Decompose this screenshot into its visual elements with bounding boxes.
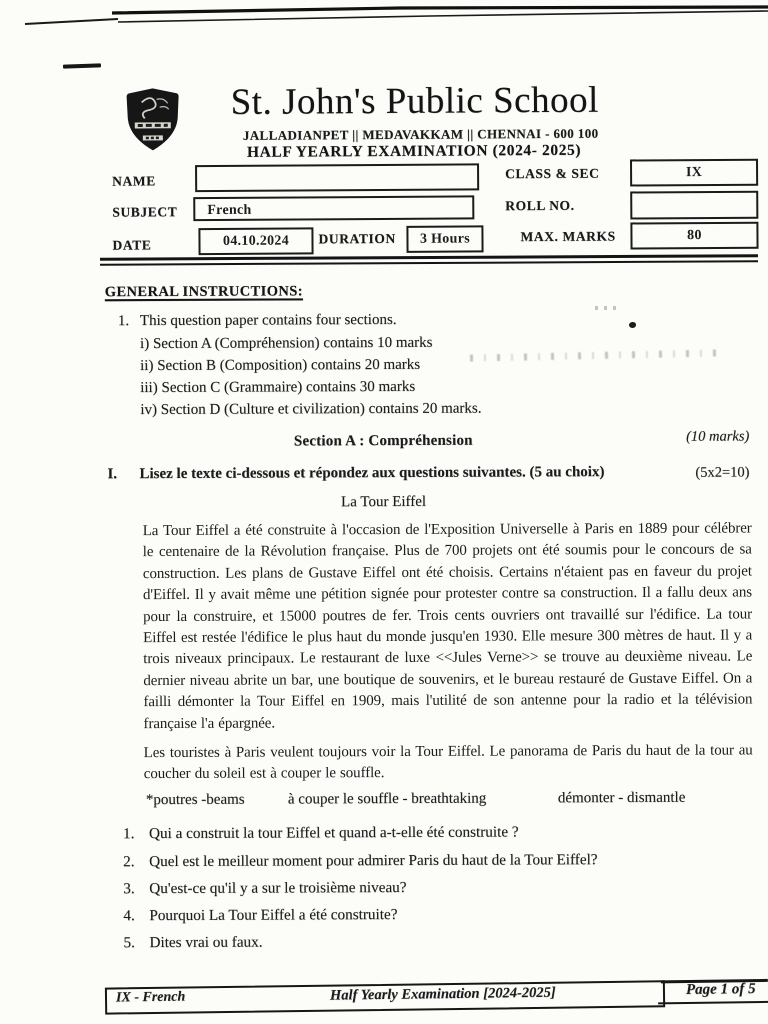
- duration-label: DURATION: [318, 230, 396, 247]
- footer-exam-name: Half Yearly Examination [2024-2025]: [329, 984, 556, 1004]
- page-footer: [0, 970, 768, 1024]
- question-instruction: Lisez le texte ci-dessous et répondez aux questions suivantes. (5 au choix): [139, 464, 605, 483]
- duration-value: 3 Hours: [419, 231, 470, 247]
- footer-page-number: Page 1 of 5: [685, 981, 756, 998]
- footer-class-subject: IX - French: [115, 989, 186, 1006]
- instruction-number: 1.: [117, 313, 130, 330]
- comprehension-question: [123, 822, 753, 843]
- section-a-title: Section A : Compréhension: [293, 432, 473, 450]
- passage-paragraph-2: Les touristes à Paris veulent toujours voir la Tour Eiffel. Le panorama de Paris du haut de la tour au coucher du soleil est à couper le souffle.: [143, 742, 753, 783]
- max-marks-value: 80: [687, 228, 702, 244]
- passage-paragraph-1: La Tour Eiffel a été construite à l'occasion de l'Exposition Universelle à Paris en 1889 pour célébrer le centenaire de la Révolution française. Plus de 700 projets ont été soumis pour le concours de sa construction. Les plans de Gustave Eiffel ont été choisis. Certains n'étaient pas en faveur du projet d'Eiffel. Il y avait même une pétition signée pour protester contre sa construction. Il a fallu deux ans pour la construire, et 15000 poutres de fer. Trois cents ouvriers ont travaillé sur l'édifice. La tour Eiffel est restée l'édifice le plus haut du monde jusqu'en 1930. Elle mesure 300 mètres de haut. Il y a trois niveaux principaux. Le restaurant de luxe <<Jules Verne>> se trouve au deuxième niveau. Le dernier niveau abrite un bar, une boutique de souvenirs, et le bureau restauré de Gustave Eiffel. On a failli démonter la Tour Eiffel en 1909, mais l'utilité de son antenne pour la radio et la télévision française l'a épargnée.: [142, 520, 753, 732]
- vocab-item: démonter - dismantle: [557, 789, 686, 807]
- class-sec-value: IX: [685, 165, 703, 181]
- question-text: Pourquoi La Tour Eiffel a été construite?: [149, 906, 398, 925]
- question-number: 1.: [122, 825, 135, 843]
- vocab-item: à couper le souffle - breathtaking: [287, 790, 487, 808]
- question-text: Qui a construit la tour Eiffel et quand a-t-elle été construite ?: [148, 823, 519, 843]
- question-number: 5.: [123, 934, 135, 952]
- question-text: Dites vrai ou faux.: [149, 933, 263, 952]
- question-text: Qu'est-ce qu'il y a sur le troisième niveau?: [149, 878, 407, 898]
- comprehension-question: [123, 877, 753, 898]
- instruction-sub-item: i) Section A (Compréhension) contains 10 marks: [139, 334, 433, 353]
- school-address: JALLADIANPET || MEDAVAKKAM || CHENNAI - 600 100: [242, 125, 599, 143]
- instruction-sub-item: iv) Section D (Culture et civilization) contains 20 marks.: [140, 400, 482, 419]
- comprehension-question: [123, 904, 753, 925]
- instruction-text: This question paper contains four sections.: [139, 311, 397, 330]
- instruction-sub-item: iii) Section C (Grammaire) contains 30 marks: [140, 378, 416, 397]
- date-label: DATE: [112, 237, 152, 253]
- max-marks-label: MAX. MARKS: [520, 228, 616, 245]
- comprehension-question: [123, 931, 753, 952]
- question-number: 2.: [123, 853, 135, 871]
- subject-label: SUBJECT: [112, 204, 178, 220]
- question-roman-numeral: I.: [107, 466, 118, 483]
- name-label: NAME: [112, 173, 156, 189]
- school-name: St. John's Public School: [230, 79, 599, 123]
- question-text: Quel est le meilleur moment pour admirer Paris du haut de la Tour Eiffel?: [149, 851, 598, 871]
- subject-value: French: [207, 202, 252, 219]
- footer-rule-bottom: [658, 1001, 768, 1004]
- question-number: 3.: [123, 880, 135, 898]
- comprehension-question: [123, 850, 753, 871]
- instructions-heading: GENERAL INSTRUCTIONS:: [104, 283, 303, 301]
- section-a-marks: (10 marks): [686, 428, 750, 445]
- class-sec-label: CLASS & SEC: [505, 165, 600, 182]
- exam-title: HALF YEARLY EXAMINATION (2024- 2025): [246, 141, 582, 161]
- date-value: 04.10.2024: [222, 233, 290, 249]
- roll-no-label: ROLL NO.: [505, 197, 575, 214]
- question-marks: (5x2=10): [695, 464, 750, 481]
- passage-title: La Tour Eiffel: [341, 493, 427, 511]
- question-number: 4.: [123, 907, 135, 925]
- instruction-sub-item: ii) Section B (Composition) contains 20 marks: [140, 356, 421, 375]
- vocab-item: *poutres -beams: [145, 791, 245, 809]
